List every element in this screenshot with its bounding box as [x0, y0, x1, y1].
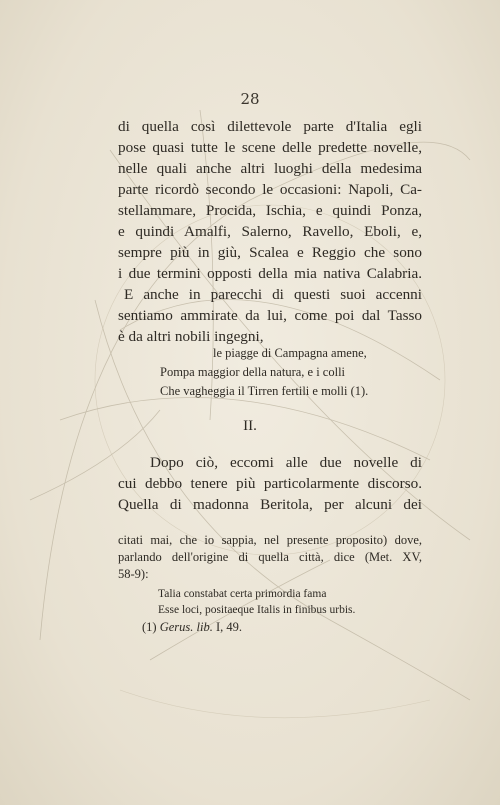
verse-line: Che vagheggia il Tirren fertili e molli (1). — [160, 384, 369, 398]
footnote-text — [118, 532, 422, 587]
text-line: stellammare, Procida, Ischia, e quindi Ponza, — [118, 202, 422, 219]
text-line: sentiamo ammirate da lui, come poi dal Tasso — [118, 307, 422, 324]
text-line: pose quasi tutte le scene delle predette novelle, — [118, 139, 422, 156]
page-number: 28 — [240, 90, 260, 108]
text-line: di quella così dilettevole parte d'Italia egli — [118, 118, 422, 135]
verse-line: le piagge di Campagna amene, — [213, 346, 367, 360]
text-line: parte ricordò secondo le occasioni: Napoli, Ca- — [118, 181, 422, 198]
paragraph-2 — [118, 452, 422, 515]
text-line: sempre più in giù, Scalea e Reggio che sono — [118, 244, 422, 261]
text-line: e quindi Amalfi, Salerno, Ravello, Eboli, e, — [118, 223, 422, 240]
footnote-verse-line: Talia constabat certa primordia fama — [158, 588, 327, 600]
text-line: è da altri nobili ingegni, — [118, 328, 264, 345]
text-line: i due termini opposti della mia nativa Calabria. — [118, 265, 422, 282]
text-line: Quella di madonna Beritola, per alcuni dei — [118, 496, 422, 513]
section-number: II. — [243, 418, 257, 434]
footnote-reference — [142, 620, 242, 635]
text-line: Dopo ciò, eccomi alle due novelle di — [150, 454, 422, 471]
verse-line: Pompa maggior della natura, e i colli — [160, 365, 346, 379]
footnote-line: citati mai, che io sappia, nel presente proposito) dove, — [118, 533, 422, 547]
footnote-ref-location: I, 49. — [215, 620, 242, 634]
footnote-verse-line: Esse loci, positaeque Italis in finibus urbis. — [158, 604, 356, 616]
paragraph-1 — [118, 116, 422, 347]
text-line: nelle quali anche altri luoghi della medesima — [118, 160, 422, 177]
footnote-line: parlando dell'origine di quella città, dice (Met. XV, — [118, 550, 422, 564]
footnote-ref-work: Gerus. lib. — [159, 620, 213, 634]
text-line: cui debbo tenere più particolarmente discorso. — [118, 475, 422, 492]
text-line: E anche in parecchi di questi suoi accenni — [124, 286, 422, 303]
footnote-ref-number: (1) — [142, 620, 157, 634]
footnote-line: 58-9): — [118, 567, 149, 581]
